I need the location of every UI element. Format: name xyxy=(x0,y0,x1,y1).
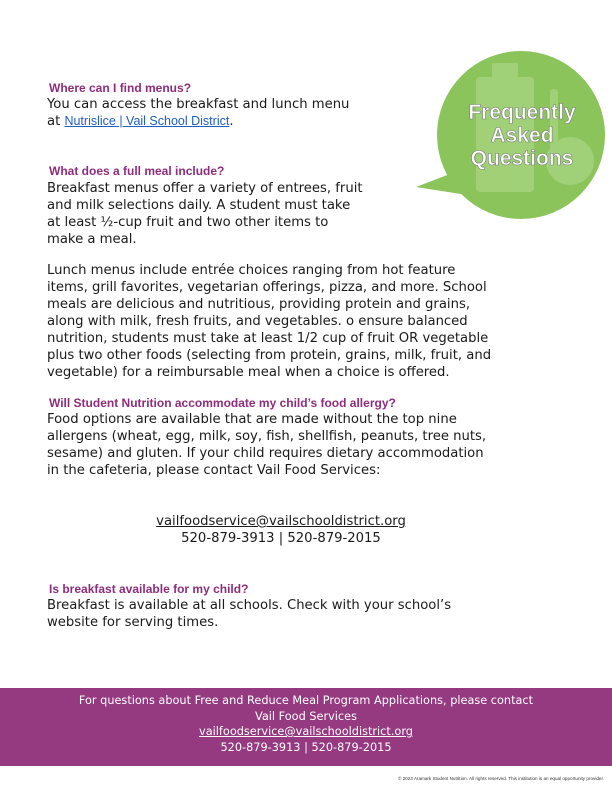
contact-phones: 520-879-3913 | 520-879-2015 xyxy=(181,531,381,546)
answer-suffix: . xyxy=(229,114,234,129)
answer-line xyxy=(47,113,349,130)
answer-line: and milk selections daily. A student must take xyxy=(47,198,351,213)
answer-line: allergens (wheat, egg, milk, soy, fish, shellfish, peanuts, tree nuts, xyxy=(47,429,487,444)
nutrislice-link[interactable]: Nutrislice | Vail School District xyxy=(64,114,230,128)
footer-line-1: For questions about Free and Reduce Meal Program Applications, please contact xyxy=(78,694,534,707)
contact-email-link[interactable]: vailfoodservice@vailschooldistrict.org xyxy=(156,514,406,529)
answer-line: in the cafeteria, please contact Vail Food Services: xyxy=(47,463,381,478)
answer-line: meals are delicious and nutritious, providing protein and grains, xyxy=(47,297,471,312)
answer-line: website for serving times. xyxy=(47,615,219,630)
question-food-allergy: Will Student Nutrition accommodate my child’s food allergy? xyxy=(49,396,396,410)
answer-prefix: at xyxy=(47,114,65,129)
badge-line-1: Frequently xyxy=(468,101,576,124)
answer-line: Food options are available that are made without the top nine xyxy=(47,412,457,427)
answer-line: Lunch menus include entrée choices ranging from hot feature xyxy=(47,263,456,278)
answer-line: sesame) and gluten. If your child requires dietary accommodation xyxy=(47,446,484,461)
answer-full-meal xyxy=(47,180,363,248)
answer-line: vegetable) for a reimbursable meal when a choice is offered. xyxy=(47,365,450,380)
answer-line: along with milk, fresh fruits, and vegetables. o ensure balanced xyxy=(47,314,468,329)
copyright-notice: © 2023 Aramark Student Nutrition. All rights reserved. This institution is an equal opportunity provider. xyxy=(397,776,604,781)
answer-food-allergy xyxy=(47,411,486,479)
footer-band xyxy=(0,688,612,766)
lunch-paragraph xyxy=(47,262,491,381)
badge-line-2: Asked xyxy=(490,124,554,147)
footer-line-2: Vail Food Services xyxy=(255,709,357,723)
answer-line: plus two other foods (selecting from protein, grains, milk, fruit, and xyxy=(47,348,492,363)
footer-email-link[interactable]: vailfoodservice@vailschooldistrict.org xyxy=(199,725,413,738)
answer-line: Breakfast is available at all schools. Check with your school’s xyxy=(47,598,452,613)
question-menus: Where can I find menus? xyxy=(49,81,192,95)
question-full-meal: What does a full meal include? xyxy=(49,164,225,178)
faq-badge xyxy=(398,49,612,224)
badge-line-3: Questions xyxy=(470,147,574,170)
answer-line: items, grill favorites, vegetarian offerings, pizza, and more. School xyxy=(47,280,487,295)
answer-line: at least ½-cup fruit and two other items to xyxy=(47,215,329,230)
contact-block xyxy=(0,513,562,547)
question-breakfast: Is breakfast available for my child? xyxy=(49,582,249,596)
answer-breakfast xyxy=(47,597,451,631)
footer-phones: 520-879-3913 | 520-879-2015 xyxy=(220,740,392,754)
answer-line: Breakfast menus offer a variety of entrees, fruit xyxy=(47,181,363,196)
answer-line: make a meal. xyxy=(47,232,137,247)
answer-menus xyxy=(47,96,349,130)
answer-line: nutrition, students must take at least 1/2 cup of fruit OR vegetable xyxy=(47,331,489,346)
answer-line: You can access the breakfast and lunch menu xyxy=(47,97,350,112)
